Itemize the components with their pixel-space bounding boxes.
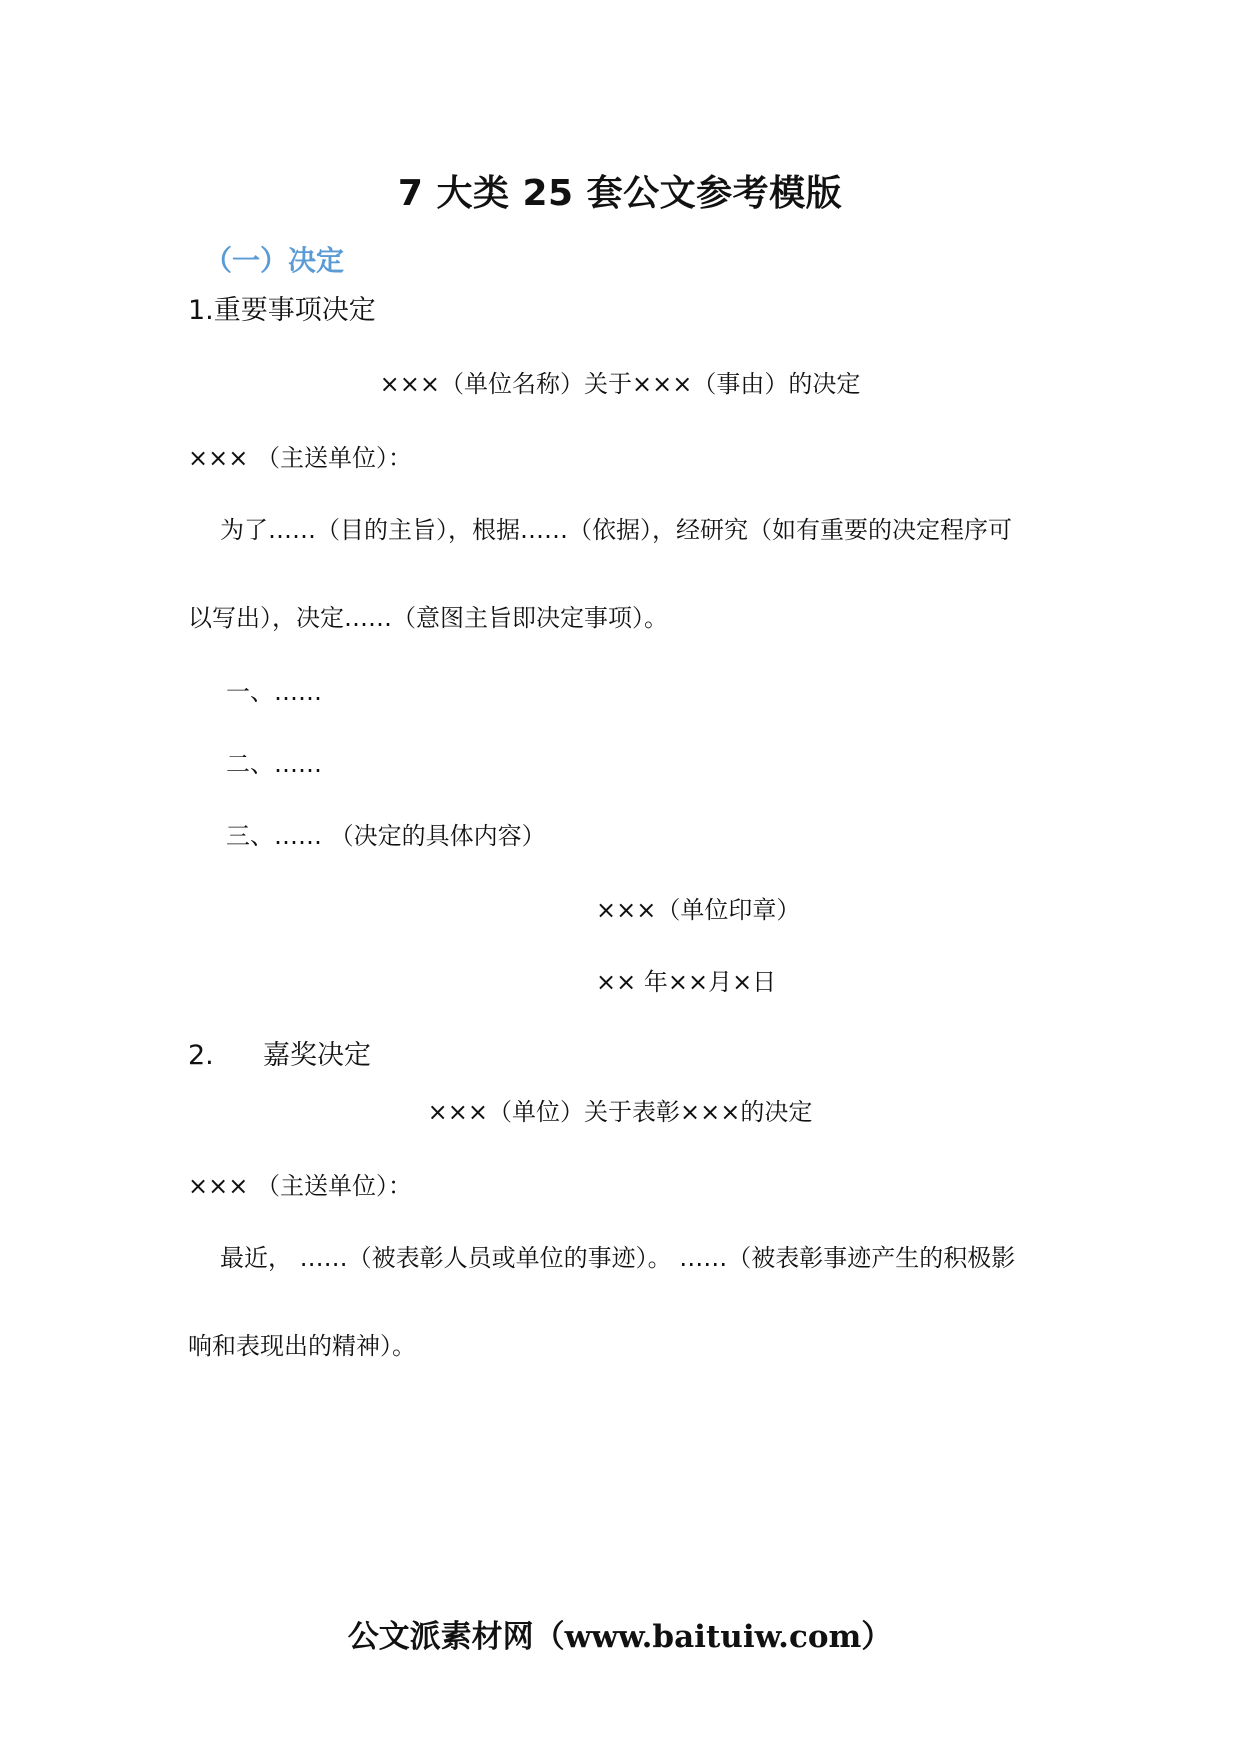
part2-paragraph-line1: 最近， ……（被表彰人员或单位的事迹）。 ……（被表彰事迹产生的积极影 bbox=[220, 1244, 1016, 1272]
part1-doc-title: ×××（单位名称）关于×××（事由）的决定 bbox=[379, 370, 861, 398]
section-heading: （一）决定 bbox=[204, 244, 345, 277]
part1-list-item-1: 一、…… bbox=[226, 678, 322, 706]
part2-paragraph-line2: 响和表现出的精神）。 bbox=[188, 1332, 416, 1360]
document-title: 7 大类 25 套公文参考模版 bbox=[397, 173, 843, 214]
part2-heading-text: 嘉奖决定 bbox=[263, 1040, 371, 1071]
part1-list-item-2: 二、…… bbox=[226, 750, 322, 778]
part2-heading bbox=[188, 1042, 371, 1069]
part1-date: ×× 年××月×日 bbox=[596, 968, 777, 996]
part2-recipient: ××× （主送单位）： bbox=[188, 1172, 412, 1200]
part1-paragraph-line1: 为了……（目的主旨），根据……（依据），经研究（如有重要的决定程序可 bbox=[220, 516, 1012, 544]
part1-recipient: ××× （主送单位）： bbox=[188, 444, 412, 472]
part2-heading-number: 2. bbox=[188, 1040, 214, 1071]
part1-heading: 1.重要事项决定 bbox=[188, 295, 376, 326]
footer-website: 公文派素材网（www.baituiw.com） bbox=[347, 1619, 893, 1655]
part1-paragraph-line2: 以写出），决定……（意图主旨即决定事项）。 bbox=[188, 604, 668, 632]
part1-list-item-3: 三、…… （决定的具体内容） bbox=[226, 822, 546, 850]
part2-doc-title: ×××（单位）关于表彰×××的决定 bbox=[427, 1098, 813, 1126]
part1-seal: ×××（单位印章） bbox=[596, 896, 801, 924]
